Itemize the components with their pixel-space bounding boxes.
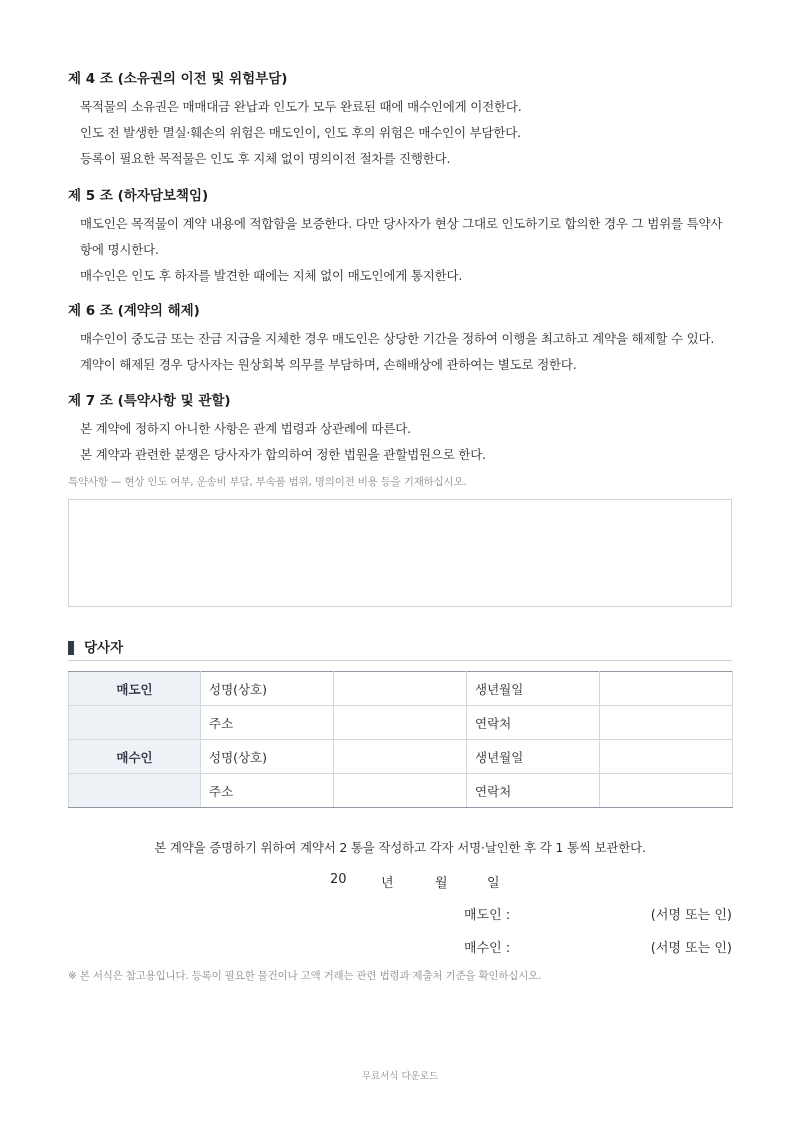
article-clause: 본 계약에 정하지 아니한 사항은 관계 법령과 상관례에 따른다. — [80, 421, 411, 436]
article-clause: 등록이 필요한 목적물은 인도 후 지체 없이 명의이전 절차를 진행한다. — [80, 151, 451, 166]
seller-signature-line — [464, 904, 732, 924]
date-year-label: 년 — [381, 876, 394, 891]
article-title: 제 6 조 (계약의 해제) — [68, 303, 200, 319]
role-cell — [69, 706, 201, 740]
buyer-role-label: 매수인 — [69, 740, 201, 774]
special-terms-box[interactable] — [68, 499, 732, 607]
buyer-name-field[interactable] — [334, 740, 467, 774]
buyer-signature-line — [464, 937, 732, 957]
article-title: 제 4 조 (소유권의 이전 및 위험부담) — [68, 71, 288, 87]
table-row — [69, 706, 733, 740]
field-label: 주소 — [201, 706, 334, 740]
field-label: 성명(상호) — [201, 672, 334, 706]
article-clause: 매수인은 인도 후 하자를 발견한 때에는 지체 없이 매도인에게 통지한다. — [80, 268, 463, 283]
table-row — [69, 774, 733, 808]
date-month-label: 월 — [435, 876, 448, 891]
seller-name-field[interactable] — [334, 672, 467, 706]
article-6 — [68, 301, 732, 378]
article-clause: 목적물의 소유권은 매매대금 완납과 인도가 모두 완료된 때에 매수인에게 이전한다. — [80, 99, 522, 114]
seller-sign-label: 매도인 : — [464, 908, 511, 923]
field-label: 생년월일 — [467, 672, 600, 706]
field-label: 연락처 — [467, 774, 600, 808]
date-day-label: 일 — [487, 876, 500, 891]
table-row — [69, 740, 733, 774]
download-footer-link[interactable]: 무료서식 다운로드 — [361, 1071, 439, 1082]
table-row — [69, 672, 733, 706]
field-label: 주소 — [201, 774, 334, 808]
special-terms-hint: 특약사항 — 현상 인도 여부, 운송비 부담, 부속품 범위, 명의이전 비용 등을 기재하십시오. — [68, 476, 467, 488]
article-clause: 인도 전 발생한 멸실·훼손의 위험은 매도인이, 인도 후의 위험은 매수인이 부담한다. — [80, 125, 521, 140]
buyer-address-field[interactable] — [334, 774, 467, 808]
article-clause: 매수인이 중도금 또는 잔금 지급을 지체한 경우 매도인은 상당한 기간을 정하여 이행을 최고하고 계약을 해제할 수 있다. — [80, 331, 715, 346]
buyer-contact-field[interactable] — [600, 774, 733, 808]
seller-birth-field[interactable] — [600, 672, 733, 706]
seller-address-field[interactable] — [334, 706, 467, 740]
parties-title: 당사자 — [84, 640, 124, 656]
article-title: 제 7 조 (특약사항 및 관할) — [68, 393, 231, 409]
seller-role-label: 매도인 — [69, 672, 201, 706]
seller-contact-field[interactable] — [600, 706, 733, 740]
article-clause: 계약이 해제된 경우 당사자는 원상회복 의무를 부담하며, 손해배상에 관하여는 별도로 정한다. — [80, 357, 577, 372]
field-label: 생년월일 — [467, 740, 600, 774]
date-year-prefix: 20 — [330, 872, 347, 887]
buyer-sign-note: (서명 또는 인) — [650, 941, 732, 956]
section-marker — [68, 641, 74, 655]
parties-section-header — [68, 638, 732, 661]
article-5 — [68, 186, 732, 289]
article-7 — [68, 391, 732, 468]
buyer-sign-label: 매수인 : — [464, 941, 511, 956]
buyer-birth-field[interactable] — [600, 740, 733, 774]
role-cell — [69, 774, 201, 808]
parties-table — [68, 671, 733, 808]
field-label: 성명(상호) — [201, 740, 334, 774]
article-clause: 매도인은 목적물이 계약 내용에 적합함을 보증한다. 다만 당사자가 현상 그대로 인도하기로 합의한 경우 그 범위를 특약사항에 명시한다. — [80, 216, 723, 257]
article-4 — [68, 69, 732, 172]
article-clause: 본 계약과 관련한 분쟁은 당사자가 합의하여 정한 법원을 관할법원으로 한다. — [80, 447, 486, 462]
closing-statement: 본 계약을 증명하기 위하여 계약서 2 통을 작성하고 각자 서명·날인한 후 각 1 통씩 보관한다. — [154, 840, 646, 855]
field-label: 연락처 — [467, 706, 600, 740]
footnote: ※ 본 서식은 참고용입니다. 등록이 필요한 물건이나 고액 거래는 관련 법령과 제출처 기준을 확인하십시오. — [68, 970, 542, 982]
contract-date — [330, 872, 530, 892]
seller-sign-note: (서명 또는 인) — [650, 908, 732, 923]
article-title: 제 5 조 (하자담보책임) — [68, 188, 209, 204]
